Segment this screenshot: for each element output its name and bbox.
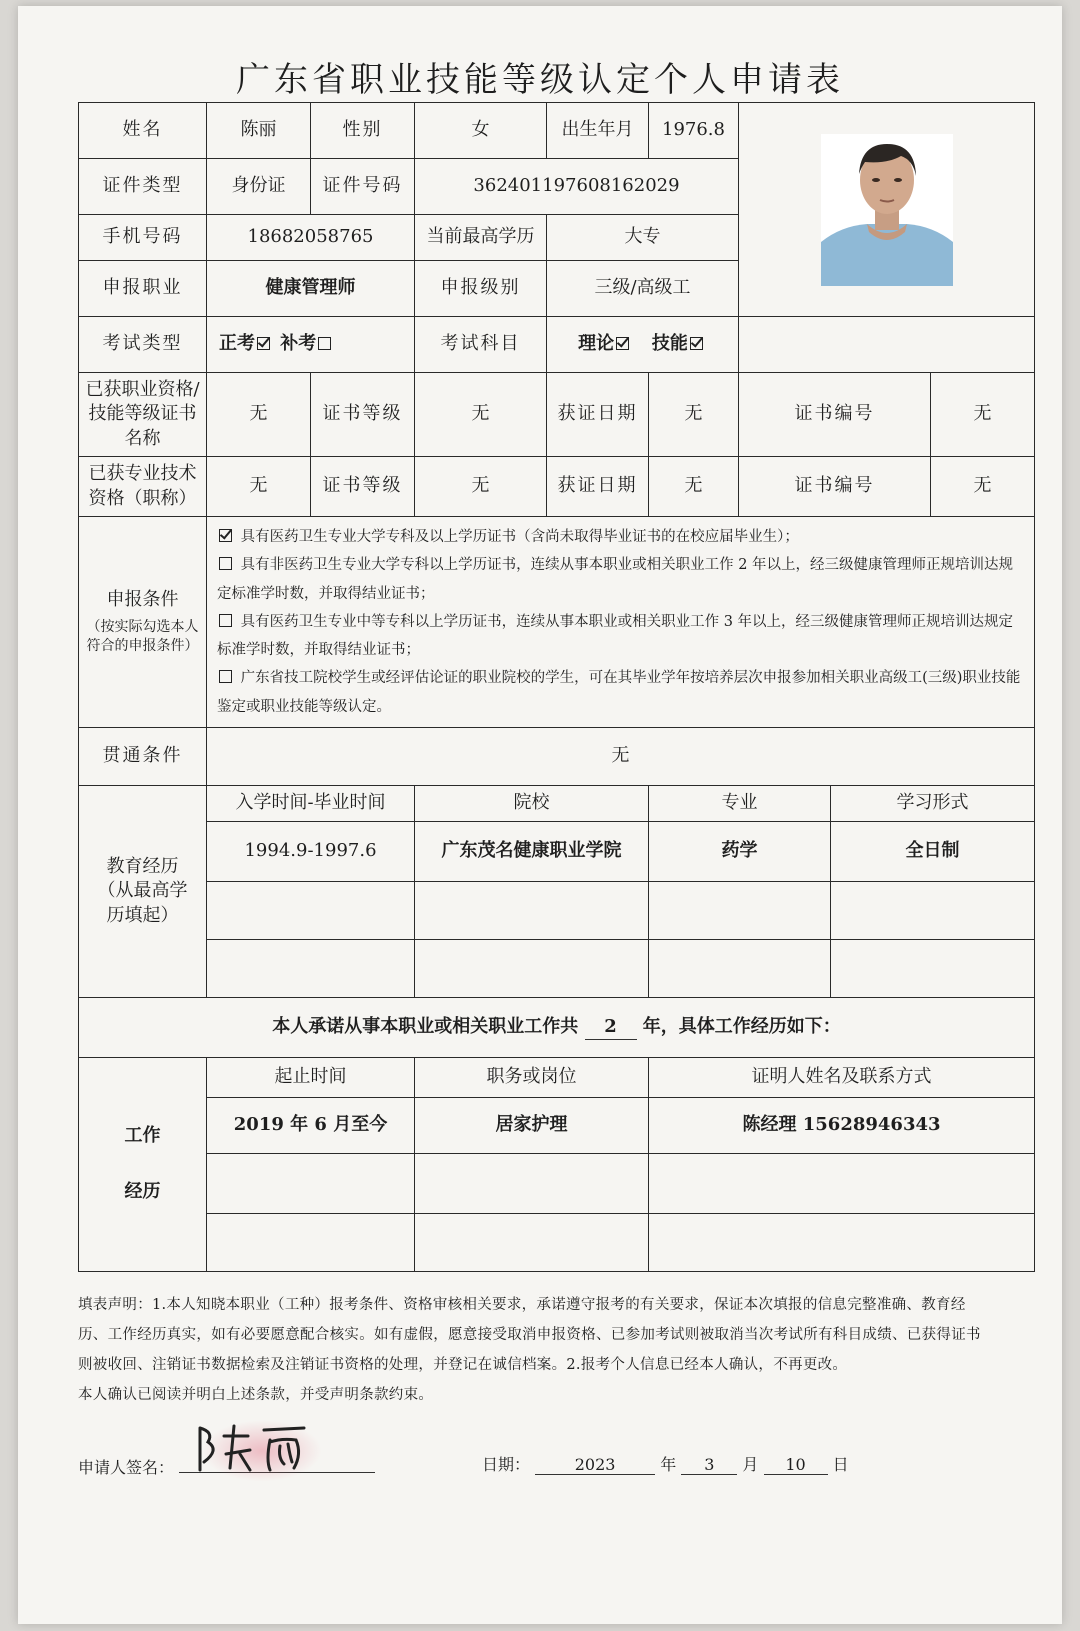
edu-value: 大专 xyxy=(547,215,739,261)
signature-row xyxy=(78,1440,1034,1490)
applicant-photo xyxy=(821,134,953,286)
exam-retake-label: 补考 xyxy=(280,333,317,355)
application-form-table xyxy=(78,102,1035,1272)
photo-cell xyxy=(739,103,1035,317)
edu-header-period: 入学时间-毕业时间 xyxy=(207,785,415,821)
through-value: 无 xyxy=(207,727,1035,785)
job-label: 申报职业 xyxy=(79,261,207,317)
declaration-line: 本人确认已阅读并明白上述条款，并受声明条款约束。 xyxy=(78,1387,434,1403)
qual-title-level-label: 证书等级 xyxy=(311,457,415,517)
birth-label: 出生年月 xyxy=(547,103,649,159)
work-label-top: 工作 xyxy=(124,1125,161,1147)
condition-item: 具有非医药卫生专业大学专科以上学历证书，连续从事本职业或相关职业工作 2 年以上，经三级健康管理师正规培训达规定标准学时数，并取得结业证书； xyxy=(217,557,1014,602)
work-header-period: 起止时间 xyxy=(207,1057,415,1097)
work-header-position: 职务或岗位 xyxy=(415,1057,649,1097)
qual-title-no-value: 无 xyxy=(931,457,1035,517)
qual-cert-value: 无 xyxy=(207,373,311,457)
edu-school: 广东茂名健康职业学院 xyxy=(415,821,649,881)
gender-label: 性别 xyxy=(311,103,415,159)
condition-item: 具有医药卫生专业大学专科及以上学历证书（含尚未取得毕业证书的在校应届毕业生）； xyxy=(217,523,1024,551)
level-value: 三级/高级工 xyxy=(547,261,739,317)
edu-header-school: 院校 xyxy=(415,785,649,821)
qual-cert-label: 已获职业资格/技能等级证书名称 xyxy=(79,373,207,457)
condition-4-checkbox[interactable] xyxy=(219,670,232,683)
qual-cert-level-label: 证书等级 xyxy=(311,373,415,457)
qual-title-level-value: 无 xyxy=(415,457,547,517)
qual-title-value: 无 xyxy=(207,457,311,517)
idno-label: 证件号码 xyxy=(311,159,415,215)
edu-period: 1994.9-1997.6 xyxy=(207,821,415,881)
qual-title-no-label: 证书编号 xyxy=(739,457,931,517)
edu-mode: 全日制 xyxy=(831,821,1035,881)
date-area xyxy=(482,1452,849,1475)
conditions-label: 申报条件 xyxy=(106,588,179,610)
promise-years: 2 xyxy=(585,1015,637,1040)
condition-3-checkbox[interactable] xyxy=(219,614,232,627)
table-row xyxy=(79,1153,1035,1213)
edu-header-major: 专业 xyxy=(649,785,831,821)
phone-value: 18682058765 xyxy=(207,215,415,261)
exam-retake-checkbox[interactable] xyxy=(318,337,331,350)
level-label: 申报级别 xyxy=(415,261,547,317)
edu-label: 当前最高学历 xyxy=(415,215,547,261)
conditions-label-cell xyxy=(79,517,207,728)
examtype-label: 考试类型 xyxy=(79,317,207,373)
condition-1-checkbox[interactable] xyxy=(219,529,232,542)
qual-cert-level-value: 无 xyxy=(415,373,547,457)
date-year: 2023 xyxy=(535,1455,655,1475)
conditions-sublabel: （按实际勾选本人符合的申报条件） xyxy=(86,619,199,655)
declaration-line: 则被收回、注销证书数据检索及注销证书资格的处理，并登记在诚信档案。2.报考个人信息已经本人确认，不再更改。 xyxy=(78,1357,848,1373)
date-month-unit: 月 xyxy=(742,1455,759,1474)
birth-value: 1976.8 xyxy=(649,103,739,159)
subject-options xyxy=(547,317,739,373)
subject-skill-label: 技能 xyxy=(651,333,688,355)
date-month: 3 xyxy=(681,1455,737,1475)
declaration-line: 历、工作经历真实，如有必要愿意配合核实。如有虚假，愿意接受取消申报资格、已参加考试则被取消当次考试所有科目成绩、已获得证书 xyxy=(78,1327,981,1343)
edu-header-mode: 学习形式 xyxy=(831,785,1035,821)
subject-skill-checkbox[interactable] xyxy=(690,337,703,350)
subject-label: 考试科目 xyxy=(415,317,547,373)
subject-theory-checkbox[interactable] xyxy=(616,337,629,350)
qual-title-date-label: 获证日期 xyxy=(547,457,649,517)
exam-regular-label: 正考 xyxy=(219,333,255,355)
promise-suffix: 年，具体工作经历如下： xyxy=(642,1015,841,1037)
work-label-bottom: 经历 xyxy=(124,1181,161,1203)
handwritten-signature xyxy=(186,1410,316,1480)
qual-cert-date-label: 获证日期 xyxy=(547,373,649,457)
work-position: 居家护理 xyxy=(415,1097,649,1153)
qual-title-label: 已获专业技术资格（职称） xyxy=(79,457,207,517)
signature-label: 申请人签名： xyxy=(78,1458,175,1477)
through-label: 贯通条件 xyxy=(79,727,207,785)
condition-item: 广东省技工院校学生或经评估论证的职业院校的学生，可在其毕业学年按培养层次申报参加相关职业高级工(三级)职业技能鉴定或职业技能等级认定。 xyxy=(217,670,1021,715)
table-row xyxy=(79,821,1035,881)
photo-below-blank xyxy=(739,317,1035,373)
subject-theory-label: 理论 xyxy=(578,333,615,355)
conditions-list xyxy=(207,517,1035,728)
examtype-options xyxy=(207,317,415,373)
declaration xyxy=(78,1290,1034,1410)
table-row xyxy=(79,1213,1035,1271)
portrait-image xyxy=(821,134,953,286)
table-row xyxy=(79,1097,1035,1153)
date-label: 日期： xyxy=(482,1455,531,1474)
idtype-value: 身份证 xyxy=(207,159,311,215)
table-row xyxy=(79,881,1035,939)
qual-cert-no-value: 无 xyxy=(931,373,1035,457)
work-promise xyxy=(79,997,1035,1057)
qual-title-date-value: 无 xyxy=(649,457,739,517)
condition-2-checkbox[interactable] xyxy=(219,557,232,570)
name-value: 陈丽 xyxy=(207,103,311,159)
date-day: 10 xyxy=(764,1455,828,1475)
phone-label: 手机号码 xyxy=(79,215,207,261)
exam-regular-checkbox[interactable] xyxy=(257,337,270,350)
idtype-label: 证件类型 xyxy=(79,159,207,215)
qual-cert-date-value: 无 xyxy=(649,373,739,457)
idno-value: 362401197608162029 xyxy=(415,159,739,215)
education-label: 教育经历 xyxy=(106,855,179,877)
work-header-reference: 证明人姓名及联系方式 xyxy=(649,1057,1035,1097)
work-period: 2019 年 6 月至今 xyxy=(207,1097,415,1153)
education-label-cell xyxy=(79,785,207,997)
gender-value: 女 xyxy=(415,103,547,159)
declaration-line: 填表声明：1.本人知晓本职业（工种）报考条件、资格审核相关要求，承诺遵守报考的有关要求，保证本次填报的信息完整准确、教育经 xyxy=(78,1297,966,1313)
table-row xyxy=(79,939,1035,997)
name-label: 姓名 xyxy=(79,103,207,159)
form-title: 广东省职业技能等级认定个人申请表 xyxy=(236,60,844,100)
date-day-unit: 日 xyxy=(832,1455,849,1474)
qual-cert-no-label: 证书编号 xyxy=(739,373,931,457)
date-year-unit: 年 xyxy=(660,1455,677,1474)
promise-prefix: 本人承诺从事本职业或相关职业工作共 xyxy=(272,1015,579,1037)
education-sublabel: （从最高学历填起） xyxy=(97,880,188,926)
job-value: 健康管理师 xyxy=(207,261,415,317)
condition-item: 具有医药卫生专业中等专科以上学历证书，连续从事本职业或相关职业工作 3 年以上，经三级健康管理师正规培训达规定标准学时数，并取得结业证书； xyxy=(217,613,1014,659)
work-label-cell xyxy=(79,1057,207,1271)
edu-major: 药学 xyxy=(649,821,831,881)
work-reference: 陈经理 15628946343 xyxy=(649,1097,1035,1153)
